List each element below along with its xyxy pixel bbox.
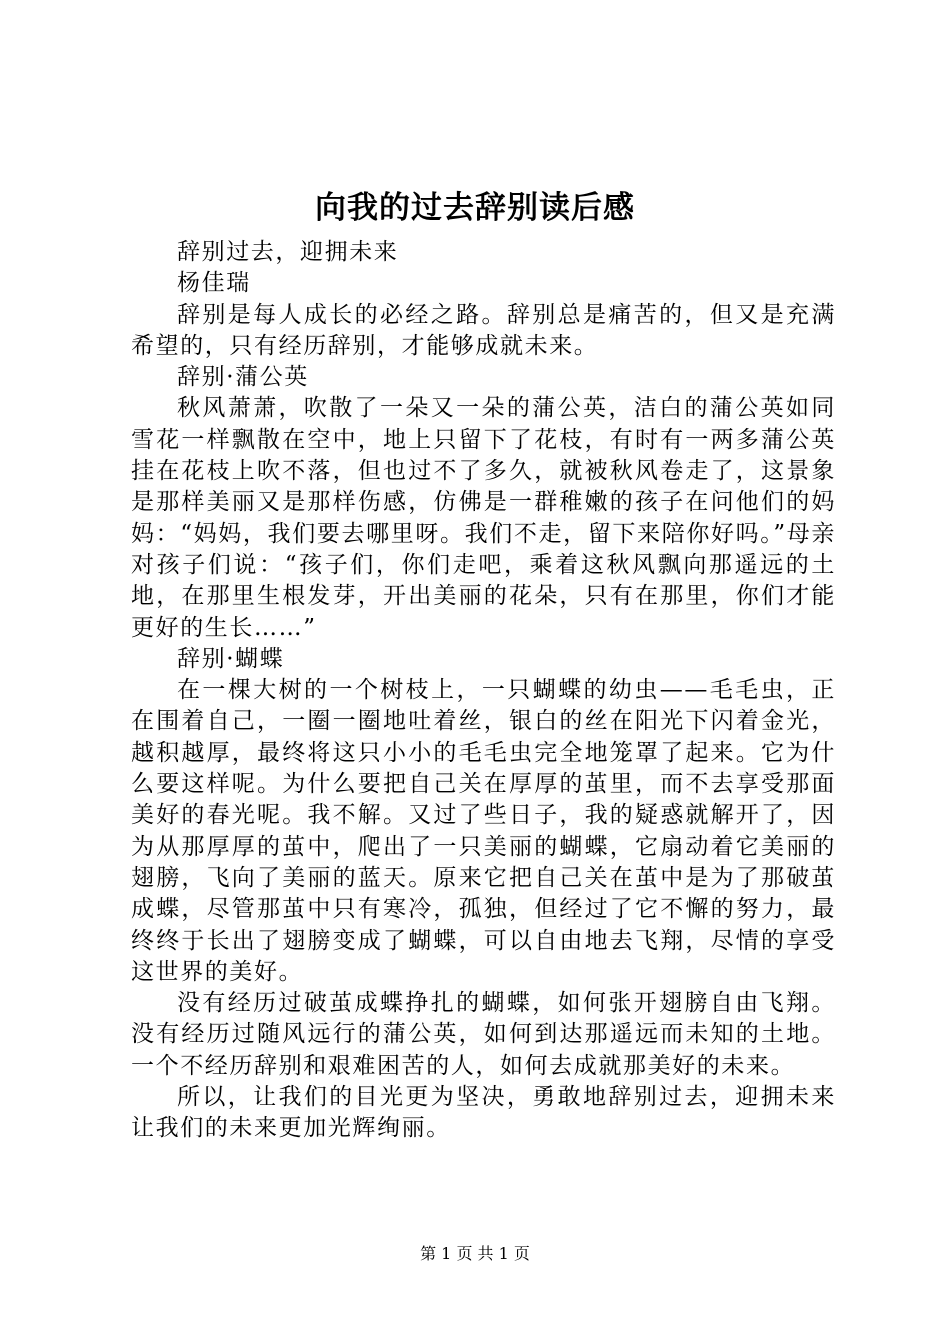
reflection-paragraph: 没有经历过破茧成蝶挣扎的蝴蝶，如何张开翅膀自由飞翔。没有经历过随风远行的蒲公英，如何到达那遥远而未知的土地。一个不经历辞别和艰难困苦的人，如何去成就那美好的未来。 [131, 990, 836, 1079]
intro-paragraph: 辞别是每人成长的必经之路。辞别总是痛苦的，但又是充满希望的，只有经历辞别，才能够成就未来。 [131, 301, 836, 359]
section-heading-butterfly: 辞别·蝴蝶 [177, 645, 285, 672]
document-title: 向我的过去辞别读后感 [315, 190, 635, 226]
author-name: 杨佳瑞 [177, 270, 251, 297]
page-footer: 第 1 页 共 1 页 [420, 1244, 530, 1263]
subtitle: 辞别过去，迎拥未来 [177, 239, 399, 265]
dandelion-paragraph: 秋风萧萧，吹散了一朵又一朵的蒲公英，洁白的蒲公英如同雪花一样飘散在空中，地上只留下了花枝，有时有一两多蒲公英挂在花枝上吹不落，但也过不了多久，就被秋风卷走了，这景象是那样美丽又是那样伤感，仿佛是一群稚嫩的孩子在问他们的妈妈：“妈妈，我们要去哪里呀。我们不走，留下来陪你好吗。”母亲对孩子们说：“孩子们，你们走吧，乘着这秋风飘向那遥远的土地，在那里生根发芽，开出美丽的花朵，只有在那里，你们才能更好的生长……” [131, 395, 836, 641]
conclusion-paragraph: 所以，让我们的目光更为坚决，勇敢地辞别过去，迎拥未来让我们的未来更加光辉绚丽。 [131, 1084, 836, 1142]
section-heading-dandelion: 辞别·蒲公英 [177, 364, 309, 391]
document-body [131, 237, 836, 1145]
butterfly-paragraph: 在一棵大树的一个树枝上，一只蝴蝶的幼虫——毛毛虫，正在围着自己，一圈一圈地吐着丝，银白的丝在阳光下闪着金光，越积越厚，最终将这只小小的毛毛虫完全地笼罩了起来。它为什么要这样呢。为什么要把自己关在厚厚的茧里，而不去享受那面美好的春光呢。我不解。又过了些日子，我的疑惑就解开了，因为从那厚厚的茧中，爬出了一只美丽的蝴蝶，它扇动着它美丽的翅膀，飞向了美丽的蓝天。原来它把自己关在茧中是为了那破茧成蝶，尽管那茧中只有寒冷，孤独，但经过了它不懈的努力，最终终于长出了翅膀变成了蝴蝶，可以自由地去飞翔，尽情的享受这世界的美好。 [131, 677, 836, 985]
